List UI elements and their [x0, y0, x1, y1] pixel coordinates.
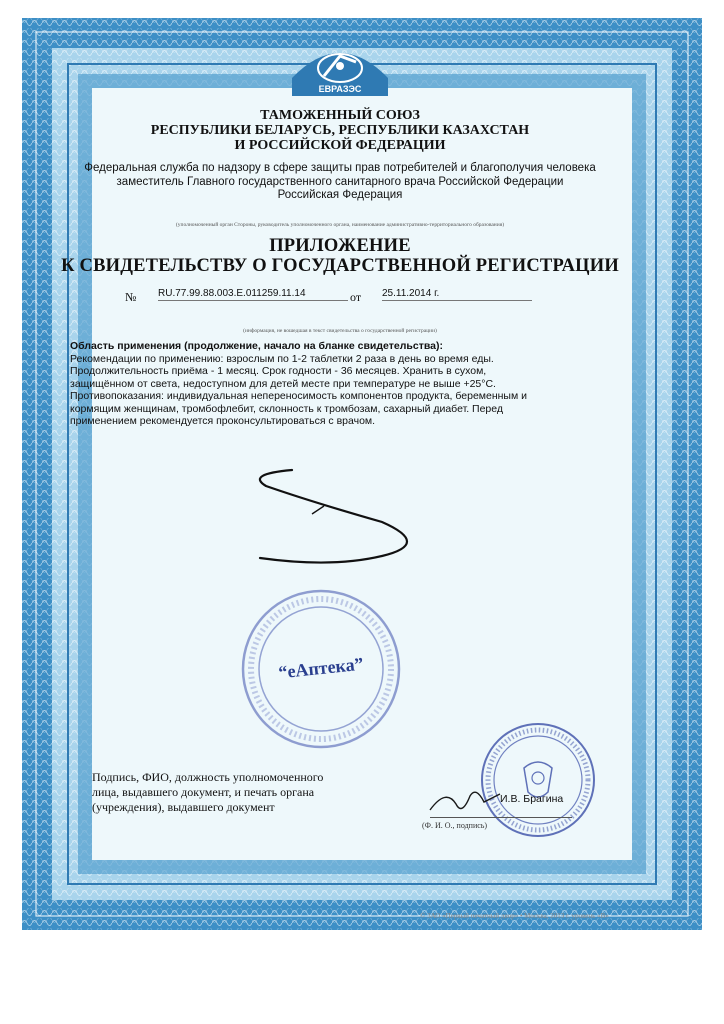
- union-title: ТАМОЖЕННЫЙ СОЮЗ РЕСПУБЛИКИ БЕЛАРУСЬ, РЕСПУБЛИКИ КАЗАХСТАН И РОССИЙСКОЙ ФЕДЕРАЦИИ: [150, 108, 530, 153]
- signatory-name: И.В. Брагина: [500, 793, 564, 805]
- registration-row: [120, 286, 560, 304]
- registration-date: 25.11.2014 г.: [382, 288, 532, 301]
- registration-number: RU.77.99.88.003.E.011259.11.14: [158, 288, 348, 301]
- date-label: от: [350, 290, 362, 304]
- cancellation-s-mark-icon: [232, 452, 432, 582]
- signature-caption: (Ф. И. О., подпись): [422, 821, 488, 830]
- scope-line: кормящим женщинам, тромбофлебит, склонность к тромбозам, сахарный диабет. Перед: [70, 402, 504, 415]
- scope-line: Противопоказания: индивидуальная непереносимость компонентов продукта, беременным и: [70, 390, 527, 402]
- signature-line: [430, 817, 572, 818]
- info-caption: (информация, не вошедшая в текст свидетельства о государственной регистрации): [243, 328, 437, 334]
- document-title: ПРИЛОЖЕНИЕ К СВИДЕТЕЛЬСТВУ О ГОСУДАРСТВЕННОЙ РЕГИСТРАЦИИ: [61, 236, 619, 276]
- scope-line: применением рекомендуется проконсультироваться с врачом.: [70, 415, 376, 427]
- official-stamp-icon: [478, 720, 598, 840]
- number-label: №: [125, 290, 137, 304]
- seal-text: “еАптека”: [277, 653, 365, 683]
- scope-section: [70, 340, 570, 428]
- scope-line: защищённом от света, недоступном для детей месте при температуре не выше +25°С.: [70, 377, 496, 390]
- printer-footer: © ЗАО «Первый печатный двор» • Москва, 2013 г. уровень «В»: [420, 912, 609, 920]
- agency-block: Федеральная служба по надзору в сфере защиты прав потребителей и благополучия человека заместитель Главного государственного санитарного врача Российской Федерации Российская Федерация: [84, 162, 596, 201]
- scope-line: Рекомендации по применению: взрослым по 1-2 таблетки 2 раза в день во время еды.: [70, 352, 494, 365]
- handwritten-signature-icon: [426, 782, 506, 822]
- organ-caption: (уполномоченный орган Стороны, руководитель уполномоченного органа, наименование административно-территориального образования): [175, 222, 505, 228]
- scope-line: Продолжительность приёма - 1 месяц. Срок годности - 36 месяцев. Хранить в сухом,: [70, 365, 487, 377]
- emblem-label: ЕВРАЗЭС: [318, 84, 362, 94]
- signature-label: Подпись, ФИО, должность уполномоченного лица, выдавшего документ, и печать органа (учреждения), выдавшего документ: [92, 770, 324, 814]
- scope-heading: Область применения (продолжение, начало на бланке свидетельства):: [70, 340, 443, 352]
